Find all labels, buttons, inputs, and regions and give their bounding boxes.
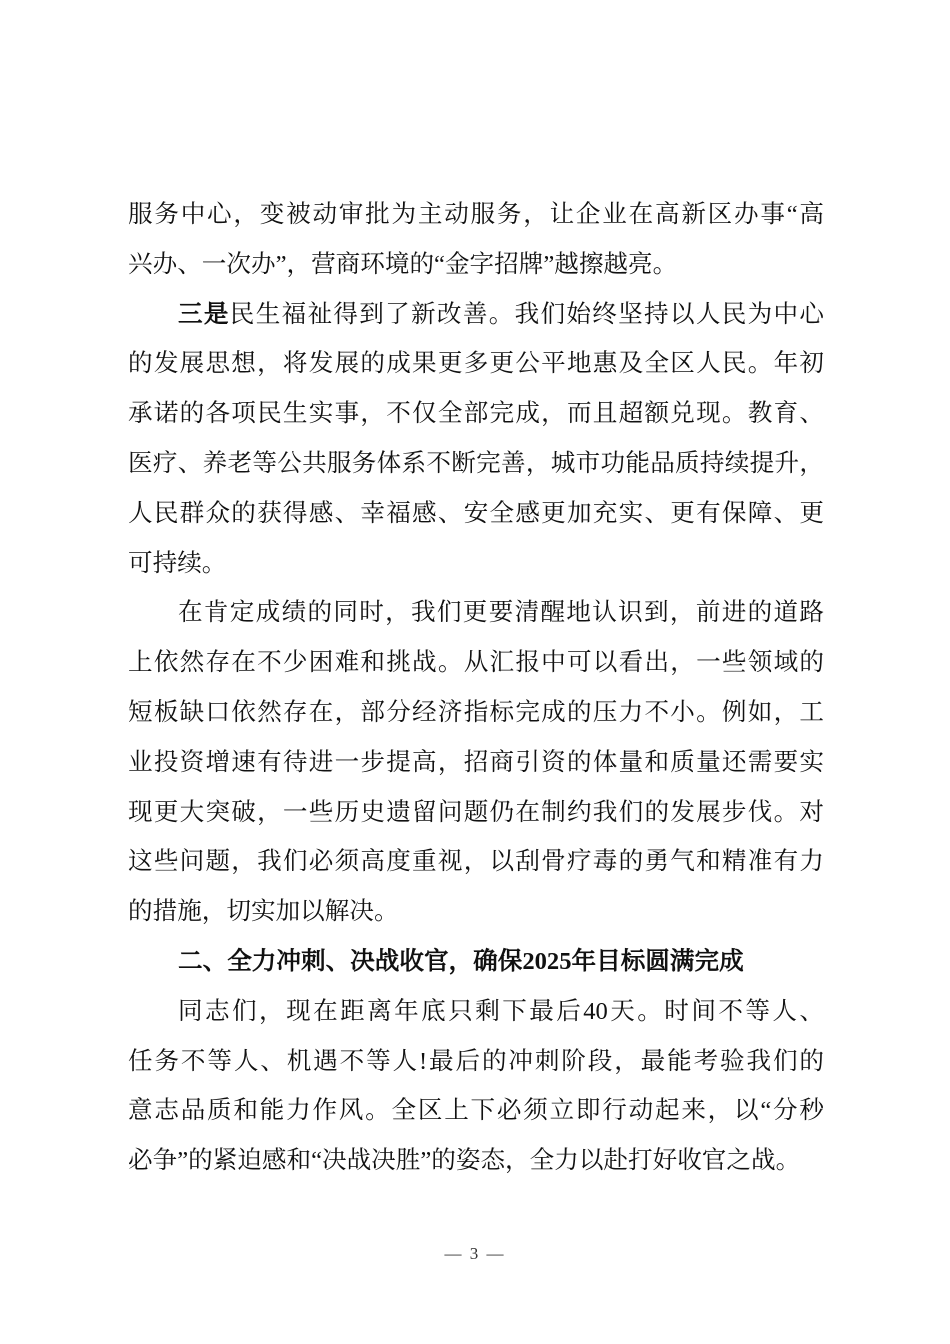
paragraph-line: 医疗、养老等公共服务体系不断完善，城市功能品质持续提升，: [128, 449, 824, 477]
page-number: — 3 —: [444, 1244, 506, 1263]
paragraph-line: 承诺的各项民生实事，不仅全部完成，而且超额兑现。教育、: [128, 400, 824, 428]
paragraph-line: 业投资增速有待进一步提高，招商引资的体量和质量还需要实: [128, 748, 824, 776]
paragraph-line: 必争”的紧迫感和“决战决胜”的姿态，全力以赴打好收官之战。: [128, 1147, 801, 1175]
line-text: 民生福祉得到了新改善。我们始终坚持以人民为中心: [229, 300, 824, 328]
paragraph-line: 上依然存在不少困难和挑战。从汇报中可以看出，一些领域的: [128, 649, 824, 677]
paragraph-line: 同志们，现在距离年底只剩下最后40天。时间不等人、: [178, 997, 824, 1025]
paragraph-line: 现更大突破，一些历史遗留问题仍在制约我们的发展步伐。对: [128, 798, 824, 826]
paragraph-line: 可持续。: [128, 549, 227, 577]
paragraph-line: 这些问题，我们必须高度重视，以刮骨疗毒的勇气和精准有力: [128, 848, 824, 876]
paragraph-line: 任务不等人、机遇不等人!最后的冲刺阶段，最能考验我们的: [128, 1047, 824, 1075]
paragraph-line: 在肯定成绩的同时，我们更要清醒地认识到，前进的道路: [178, 599, 824, 627]
paragraph-line: 意志品质和能力作风。全区上下必须立即行动起来，以“分秒: [128, 1097, 824, 1125]
paragraph-line: 兴办、一次办”，营商环境的“金字招牌”越擦越亮。: [128, 250, 678, 278]
paragraph-line: 服务中心，变被动审批为主动服务，让企业在高新区办事“高: [128, 201, 824, 228]
paragraph-line: [128, 290, 824, 340]
bold-lead: 三是: [178, 300, 230, 328]
paragraph-line: 短板缺口依然存在，部分经济指标完成的压力不小。例如，工: [128, 698, 824, 726]
paragraph-line: 的发展思想，将发展的成果更多更公平地惠及全区人民。年初: [128, 350, 824, 378]
document-body: [128, 190, 824, 1186]
paragraph-line: 人民群众的获得感、幸福感、安全感更加充实、更有保障、更: [128, 499, 824, 527]
paragraph-line: 的措施，切实加以解决。: [128, 898, 399, 926]
section-heading: 二、全力冲刺、决战收官，确保2025年目标圆满完成: [178, 947, 744, 975]
